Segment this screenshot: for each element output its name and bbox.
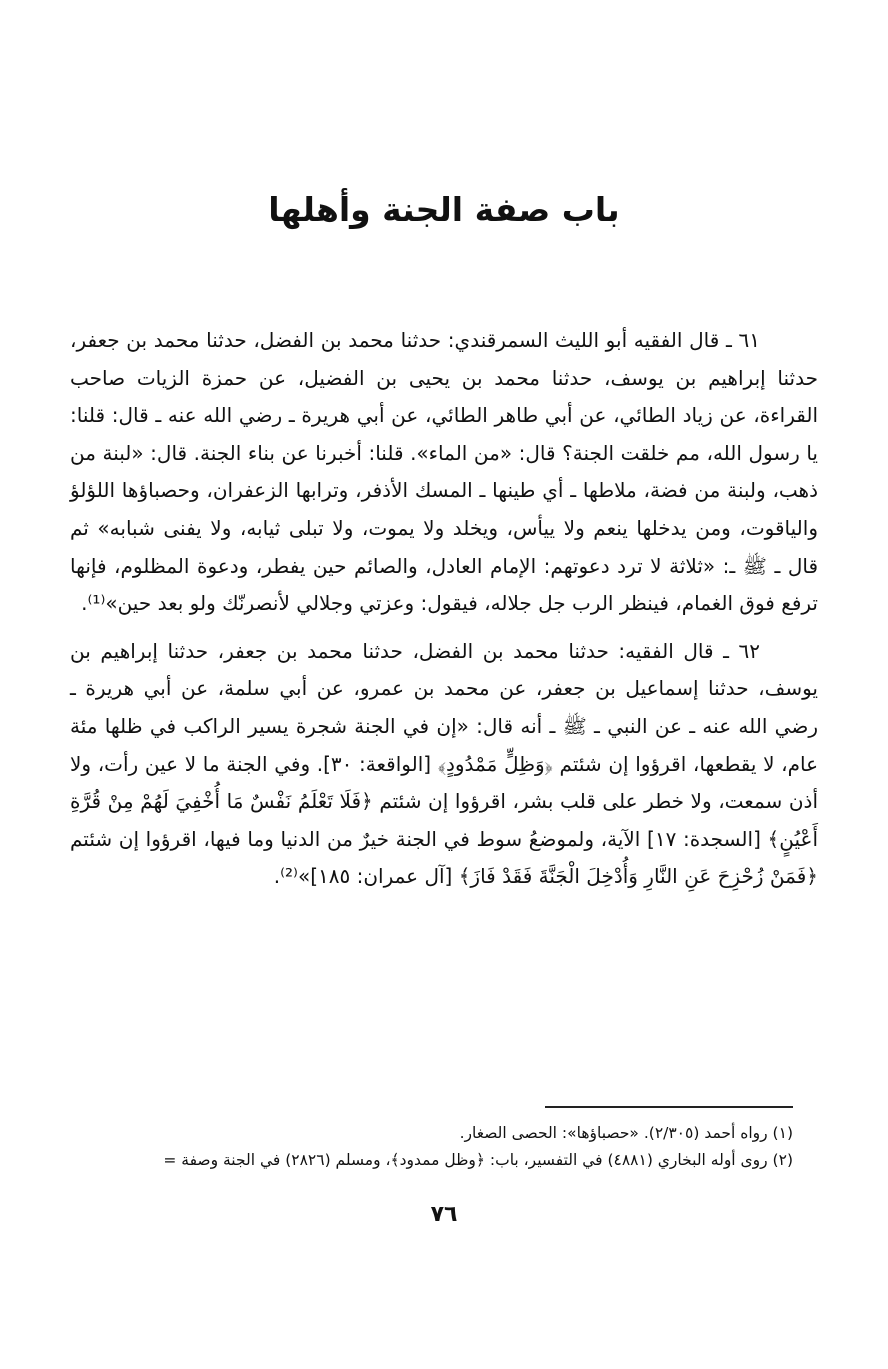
chapter-title: باب صفة الجنة وأهلها <box>268 190 620 230</box>
footnotes <box>93 1120 793 1174</box>
paragraph-62: ٦٢ ـ قال الفقيه: حدثنا محمد بن الفضل، حدثنا محمد بن جعفر، حدثنا إبراهيم بن يوسف، حدثنا إسماعيل بن جعفر، عن محمد بن عمرو، عن أبي سلمة، عن أبي هريرة ـ رضي الله عنه ـ عن النبي ـ ﷺ ـ أنه قال: «إن في الجنة شجرة يسير الراكب في ظلها مئة عام، لا يقطعها، اقرؤوا إن شئتم ﴿وَظِلٍّ مَمْدُودٍ﴾ [الواقعة: ٣٠]. وفي الجنة ما لا عين رأت، ولا أذن سمعت، ولا خطر على قلب بشر، اقرؤوا إن شئتم ﴿فَلَا تَعْلَمُ نَفْسٌ مَا أُخْفِيَ لَهُمْ مِنْ قُرَّةِ أَعْيُنٍ﴾ [السجدة: ١٧] الآية، ولموضعُ سوط في الجنة خيرٌ من الدنيا وما فيها، اقرؤوا إن شئتم ﴿فَمَنْ زُحْزِحَ عَنِ النَّارِ وَأُدْخِلَ الْجَنَّةَ فَقَدْ فَازَ﴾ [آل عمران: ١٨٥]»⁽²⁾. <box>70 638 819 889</box>
main-text <box>70 322 818 906</box>
page-number: ٧٦ <box>430 1202 458 1227</box>
footnote-1: (١) رواه أحمد (٢/٣٠٥). «حصباؤها»: الحصى الصغار. <box>459 1124 793 1142</box>
footnote-2: (٢) روى أوله البخاري (٤٨٨١) في التفسير، باب: ﴿وظل ممدود﴾، ومسلم (٢٨٢٦) في الجنة وصفة = <box>163 1151 793 1169</box>
footnote-separator <box>545 1106 793 1108</box>
paragraph-61: ٦١ ـ قال الفقيه أبو الليث السمرقندي: حدثنا محمد بن الفضل، حدثنا محمد بن جعفر، حدثنا إبراهيم بن يوسف، حدثنا محمد بن يحيى بن الفضيل، عن حمزة الزيات صاحب القراءة، عن زياد الطائي، عن أبي طاهر الطائي، عن أبي هريرة ـ رضي الله عنه ـ قال: قلنا: يا رسول الله، مم خلقت الجنة؟ قال: «من الماء». قلنا: أخبرنا عن بناء الجنة. قال: «لبنة من ذهب، ولبنة من فضة، ملاطها ـ أي طينها ـ المسك الأذفر، وترابها الزعفران، وحصباؤها اللؤلؤ والياقوت، ومن يدخلها ينعم ولا ييأس، ويخلد ولا يموت، ولا تبلى ثيابه، ولا يفنى شبابه» ثم قال ـ ﷺ ـ: «ثلاثة لا ترد دعوتهم: الإمام العادل، والصائم حين يفطر، ودعوة المظلوم، فإنها ترفع فوق الغمام، فينظر الرب جل جلاله، فيقول: وعزتي وجلالي لأنصرنّك ولو بعد حين»⁽¹⁾. <box>70 328 818 616</box>
